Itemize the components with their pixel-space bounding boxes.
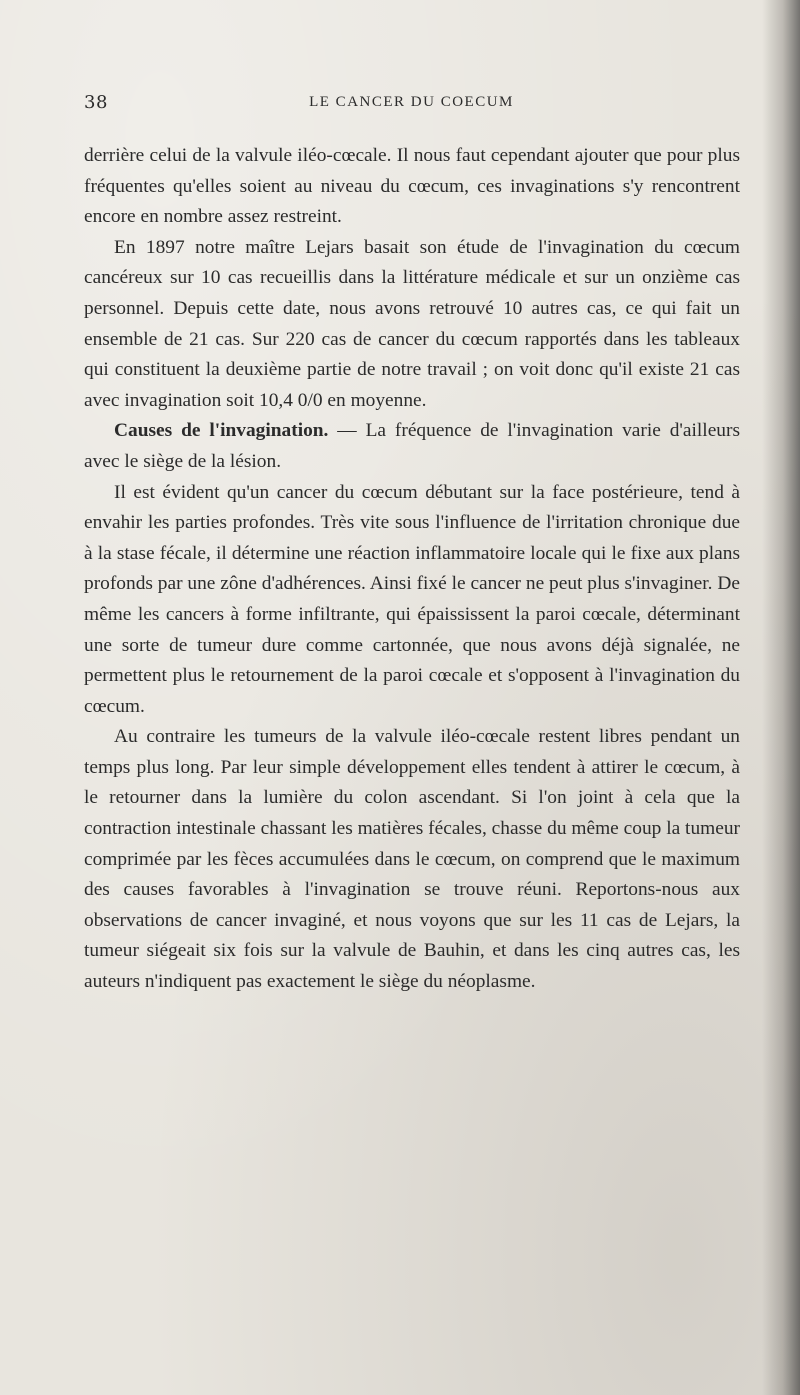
- page-binding-shadow: [762, 0, 800, 1395]
- paragraph-2: En 1897 notre maître Lejars basait son étude de l'invagination du cœcum cancéreux sur 10 cas recueillis dans la littérature médicale et sur un onzième cas personnel. Depuis cette date, nous avons retrouvé 10 autres cas, ce qui fait un ensemble de 21 cas. Sur 220 cas de cancer du cœcum rapportés dans les tableaux qui constituent la deuxième partie de notre travail ; on voit donc qu'il existe 21 cas avec invagination soit 10,4 0/0 en moyenne.: [84, 236, 740, 411]
- paragraph-4: Il est évident qu'un cancer du cœcum débutant sur la face postérieure, tend à envahir les parties profondes. Très vite sous l'influence de l'irritation chronique due à la stase fécale, il détermine une réaction inflammatoire locale qui le fixe aux plans profonds par une zône d'adhérences. Ainsi fixé le cancer ne peut plus s'invaginer. De même les cancers à forme infiltrante, qui épaississent la paroi cœcale, déterminant une sorte de tumeur dure comme cartonnée, que nous avons déjà signalée, ne permettent plus le retournement de la paroi cœcale et s'opposent à l'invagination du cœcum.: [84, 481, 740, 717]
- paragraph-3: [84, 416, 740, 477]
- running-title: LE CANCER DU COECUM: [309, 94, 514, 110]
- page-header: [84, 92, 739, 122]
- paragraph-5: Au contraire les tumeurs de la valvule iléo-cœcale restent libres pendant un temps plus long. Par leur simple développement elles tendent à attirer le cœcum, à le retourner dans la lumière du colon ascendant. Si l'on joint à cela que la contraction intestinale chassant les matières fécales, chasse du même coup la tumeur comprimée par les fèces accumulées dans le cœcum, on comprend que le maximum des causes favorables à l'invagination se trouve réuni. Reportons-nous aux observations de cancer invaginé, et nous voyons que sur les 11 cas de Lejars, la tumeur siégeait six fois sur la valvule de Bauhin, et dans les cinq autres cas, les auteurs n'indiquent pas exactement le siège du néoplasme.: [84, 726, 740, 993]
- section-heading-text: — La fréquence de l'invagination varie d'ailleurs avec le siège de la lésion.: [84, 420, 740, 472]
- paragraph-1: derrière celui de la valvule iléo-cœcale. Il nous faut cependant ajouter que pour plus fréquentes qu'elles soient au niveau du cœcum, ces invaginations s'y rencontrent encore en nombre assez restreint.: [84, 145, 740, 228]
- page-number: 38: [84, 92, 108, 113]
- body-text: [84, 141, 740, 998]
- section-heading: Causes de l'invagination.: [114, 420, 329, 442]
